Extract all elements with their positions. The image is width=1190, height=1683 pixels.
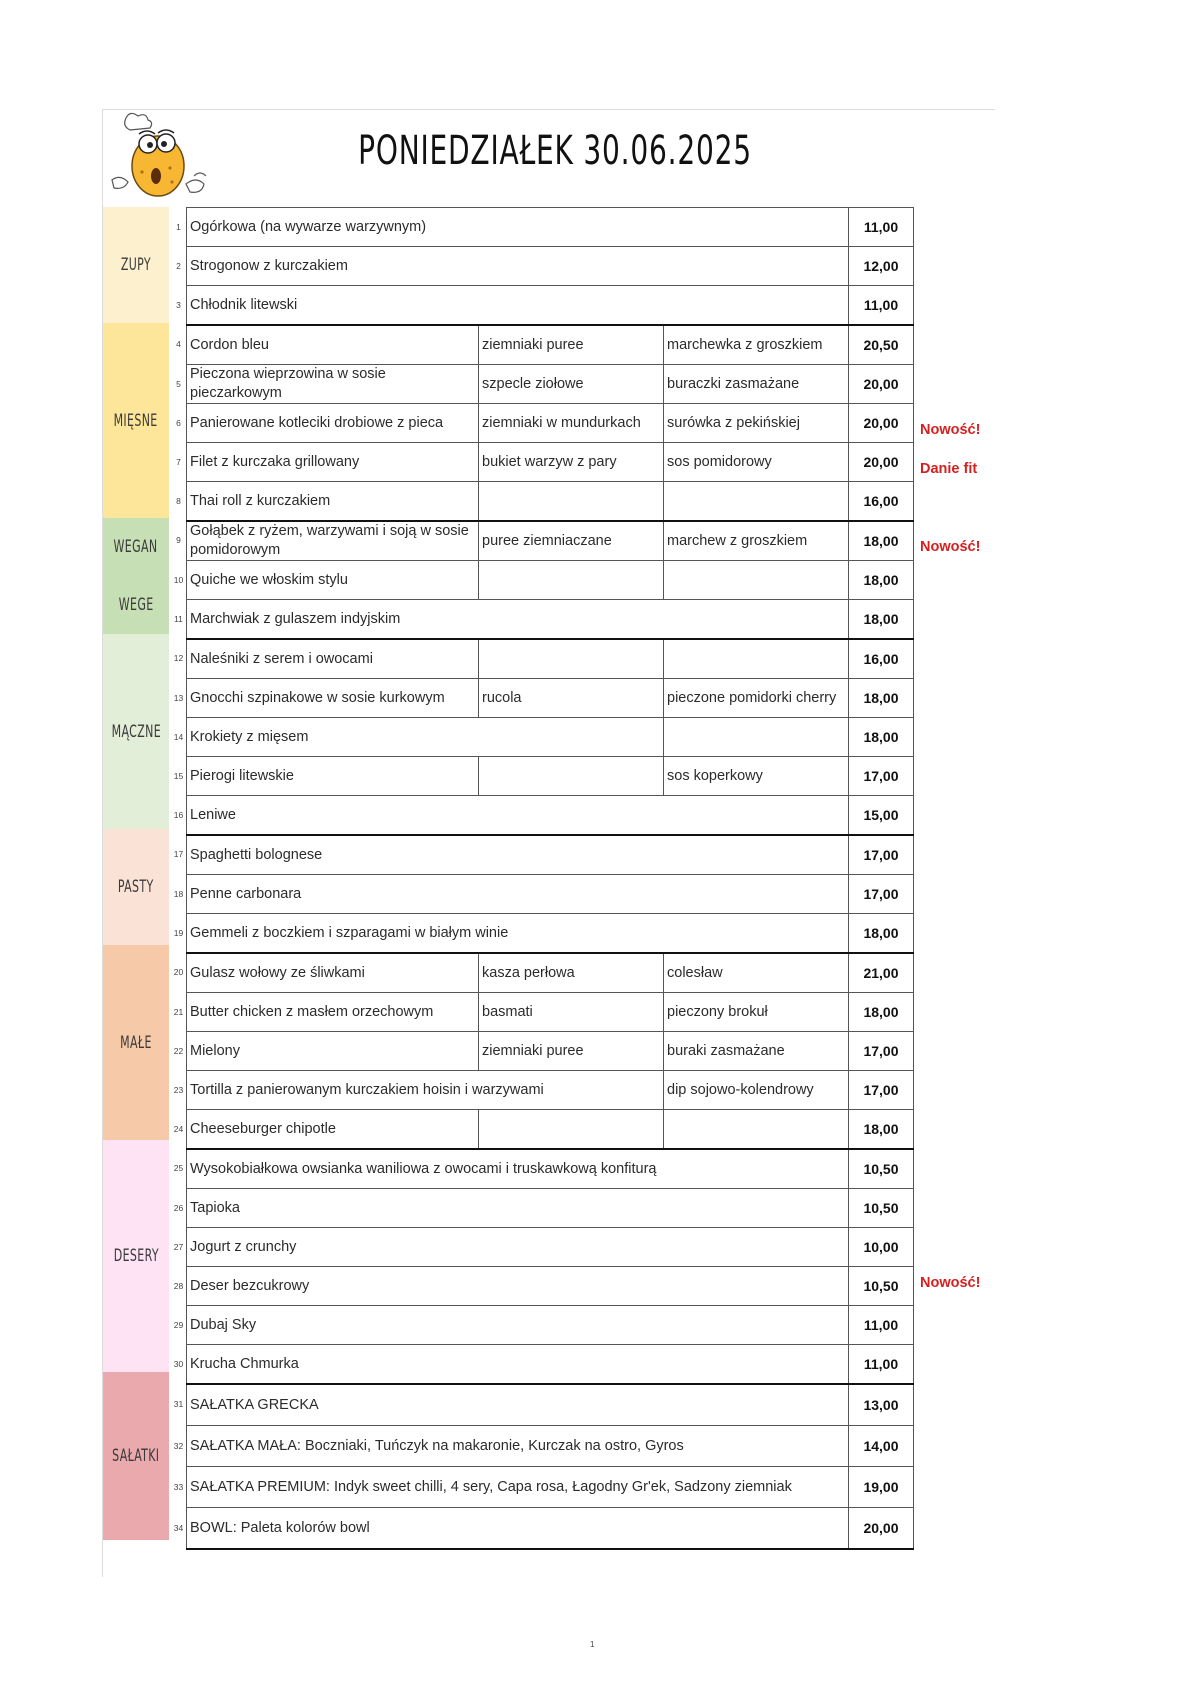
item-number: 14 [173, 731, 184, 742]
side-dish-1: bukiet warzyw z pary [479, 443, 664, 482]
item-number: 15 [173, 770, 184, 781]
side-dish-1: kasza perłowa [479, 953, 664, 993]
dish-price: 16,00 [849, 482, 914, 522]
item-number: 6 [176, 417, 181, 428]
item-number: 1 [176, 221, 181, 232]
page-number: 1 [590, 1640, 595, 1649]
dish-name: Gemmeli z boczkiem i szparagami w białym winie [187, 914, 849, 954]
table-row [171, 757, 914, 796]
category-label: MĄCZNE [111, 721, 161, 742]
side-dish-1: puree ziemniaczane [479, 521, 664, 561]
category-desery [103, 1140, 169, 1372]
category-salatki [103, 1372, 169, 1540]
table-row [171, 600, 914, 640]
table-row [171, 914, 914, 954]
item-number: 30 [173, 1358, 184, 1369]
item-number: 22 [173, 1045, 184, 1056]
table-row [171, 1467, 914, 1508]
dish-price: 18,00 [849, 679, 914, 718]
side-dish-2: surówka z pekińskiej [664, 404, 849, 443]
dish-name: Gulasz wołowy ze śliwkami [187, 953, 479, 993]
side-dish-1 [479, 1110, 664, 1150]
side-dish-2: marchew z groszkiem [664, 521, 849, 561]
dish-name: Gołąbek z ryżem, warzywami i soją w sosie pomidorowym [187, 521, 479, 561]
dish-price: 17,00 [849, 875, 914, 914]
category-label-secondary: WEGE [118, 595, 154, 615]
table-row [171, 718, 914, 757]
table-row [171, 796, 914, 836]
side-dish-1: basmati [479, 993, 664, 1032]
dish-price: 16,00 [849, 639, 914, 679]
dish-name: Butter chicken z masłem orzechowym [187, 993, 479, 1032]
dish-price: 11,00 [849, 1306, 914, 1345]
dish-price: 11,00 [849, 1345, 914, 1385]
category-label: WEGAN [114, 537, 158, 557]
dish-name: Strogonow z kurczakiem [187, 247, 849, 286]
dish-name: Tortilla z panierowanym kurczakiem hoisin i warzywami [187, 1071, 664, 1110]
table-row [171, 1228, 914, 1267]
table-row [171, 639, 914, 679]
table-row [171, 1384, 914, 1426]
side-dish-2 [664, 718, 849, 757]
side-dish-2: buraki zasmażane [664, 1032, 849, 1071]
item-number: 20 [173, 967, 184, 978]
table-row [171, 443, 914, 482]
dish-price: 12,00 [849, 247, 914, 286]
item-number: 3 [176, 299, 181, 310]
item-number: 23 [173, 1084, 184, 1095]
dish-name: Thai roll z kurczakiem [187, 482, 479, 522]
category-label: ZUPY [120, 255, 152, 275]
item-number: 26 [173, 1202, 184, 1213]
dish-name: Dubaj Sky [187, 1306, 849, 1345]
dish-price: 18,00 [849, 521, 914, 561]
new-item-badge: Nowość! [920, 539, 981, 555]
dish-price: 20,00 [849, 365, 914, 404]
table-row [171, 365, 914, 404]
side-dish-2 [664, 561, 849, 600]
item-number: 18 [173, 888, 184, 899]
table-row [171, 404, 914, 443]
table-row [171, 1345, 914, 1385]
table-row [171, 1189, 914, 1228]
dish-price: 18,00 [849, 561, 914, 600]
table-row [171, 1426, 914, 1467]
category-label: DESERY [113, 1246, 159, 1266]
dish-price: 17,00 [849, 1032, 914, 1071]
dish-price: 10,00 [849, 1228, 914, 1267]
side-dish-1 [479, 482, 664, 522]
item-number: 7 [176, 456, 181, 467]
side-dish-1 [479, 757, 664, 796]
item-number: 11 [174, 613, 183, 624]
category-label: PASTY [118, 877, 154, 897]
category-male [103, 945, 169, 1140]
dish-price: 18,00 [849, 993, 914, 1032]
item-number: 10 [173, 574, 184, 585]
new-item-badge: Nowość! [920, 1275, 981, 1291]
dish-name: Mielony [187, 1032, 479, 1071]
item-number: 4 [176, 339, 181, 350]
item-number: 32 [173, 1440, 184, 1451]
dish-name: Wysokobiałkowa owsianka waniliowa z owocami i truskawkową konfiturą [187, 1149, 849, 1189]
table-row [171, 1110, 914, 1150]
dish-price: 17,00 [849, 757, 914, 796]
item-number: 5 [176, 378, 181, 389]
side-dish-2: sos koperkowy [664, 757, 849, 796]
item-number: 19 [173, 927, 184, 938]
table-row [171, 1306, 914, 1345]
dish-name: SAŁATKA MAŁA: Boczniaki, Tuńczyk na makaronie, Kurczak na ostro, Gyros [187, 1426, 849, 1467]
item-number: 25 [173, 1163, 184, 1174]
table-row [171, 953, 914, 993]
dish-name: Pierogi litewskie [187, 757, 479, 796]
table-row [171, 679, 914, 718]
dish-price: 10,50 [849, 1149, 914, 1189]
table-row [171, 325, 914, 365]
table-row [171, 1149, 914, 1189]
item-number: 17 [173, 849, 184, 860]
dish-price: 19,00 [849, 1467, 914, 1508]
table-row [171, 286, 914, 326]
table-row [171, 875, 914, 914]
dish-name: Gnocchi szpinakowe w sosie kurkowym [187, 679, 479, 718]
dish-price: 18,00 [849, 600, 914, 640]
side-dish-1: ziemniaki w mundurkach [479, 404, 664, 443]
item-number: 9 [176, 535, 181, 546]
side-dish-1: ziemniaki puree [479, 1032, 664, 1071]
menu-table [171, 207, 914, 1550]
table-row [171, 993, 914, 1032]
side-dish-2: marchewka z groszkiem [664, 325, 849, 365]
page-top-border [102, 109, 995, 110]
table-row [171, 835, 914, 875]
side-dish-1 [479, 561, 664, 600]
item-number: 31 [173, 1399, 184, 1410]
dish-price: 10,50 [849, 1267, 914, 1306]
dish-name: Jogurt z crunchy [187, 1228, 849, 1267]
item-number: 2 [176, 260, 181, 271]
dish-price: 17,00 [849, 835, 914, 875]
dish-name: Marchwiak z gulaszem indyjskim [187, 600, 849, 640]
dish-price: 10,50 [849, 1189, 914, 1228]
item-number: 12 [173, 653, 184, 664]
category-pasty [103, 829, 169, 945]
dish-price: 15,00 [849, 796, 914, 836]
item-number: 8 [176, 495, 181, 506]
dish-name: Panierowane kotleciki drobiowe z pieca [187, 404, 479, 443]
dish-price: 20,00 [849, 443, 914, 482]
item-number: 34 [173, 1522, 184, 1533]
dish-name: Cheeseburger chipotle [187, 1110, 479, 1150]
dish-name: Filet z kurczaka grillowany [187, 443, 479, 482]
category-label: MIĘSNE [113, 410, 159, 431]
category-zupy [103, 207, 169, 323]
category-label: SAŁATKI [112, 1446, 160, 1466]
dish-price: 14,00 [849, 1426, 914, 1467]
dish-name: Tapioka [187, 1189, 849, 1228]
item-number: 28 [173, 1280, 184, 1291]
side-dish-1 [479, 639, 664, 679]
dish-price: 20,00 [849, 404, 914, 443]
dish-name: Chłodnik litewski [187, 286, 849, 326]
category-maczne [103, 634, 169, 829]
category-miesne [103, 323, 169, 518]
dish-price: 17,00 [849, 1071, 914, 1110]
side-dish-2: sos pomidorowy [664, 443, 849, 482]
dish-name: Cordon bleu [187, 325, 479, 365]
dish-name: Penne carbonara [187, 875, 849, 914]
table-row [171, 1071, 914, 1110]
item-number: 13 [173, 692, 184, 703]
side-dish-1: rucola [479, 679, 664, 718]
item-number: 27 [173, 1241, 184, 1252]
dish-price: 13,00 [849, 1384, 914, 1426]
dish-name: Naleśniki z serem i owocami [187, 639, 479, 679]
item-number: 21 [173, 1006, 184, 1017]
dish-price: 18,00 [849, 1110, 914, 1150]
category-label: MAŁE [120, 1032, 152, 1053]
side-dish-1: ziemniaki puree [479, 325, 664, 365]
side-dish-2: pieczony brokuł [664, 993, 849, 1032]
table-row [171, 208, 914, 247]
dish-price: 20,50 [849, 325, 914, 365]
dish-name: SAŁATKA GRECKA [187, 1384, 849, 1426]
dish-name: Krucha Chmurka [187, 1345, 849, 1385]
side-dish-2: colesław [664, 953, 849, 993]
table-row [171, 1032, 914, 1071]
dish-name: Krokiety z mięsem [187, 718, 664, 757]
dish-price: 21,00 [849, 953, 914, 993]
fit-dish-badge: Danie fit [920, 461, 978, 477]
dish-price: 18,00 [849, 718, 914, 757]
dish-price: 20,00 [849, 1508, 914, 1550]
dish-price: 18,00 [849, 914, 914, 954]
side-dish-2: pieczone pomidorki cherry [664, 679, 849, 718]
new-item-badge: Nowość! [920, 422, 981, 438]
side-dish-2 [664, 1110, 849, 1150]
table-row [171, 247, 914, 286]
chef-mascot-logo [106, 110, 218, 206]
item-number: 29 [173, 1319, 184, 1330]
dish-name: Deser bezcukrowy [187, 1267, 849, 1306]
dish-name: Quiche we włoskim stylu [187, 561, 479, 600]
table-row [171, 521, 914, 561]
category-wegan-wege [103, 518, 169, 634]
side-dish-2 [664, 639, 849, 679]
dish-name: Ogórkowa (na wywarze warzywnym) [187, 208, 849, 247]
item-number: 24 [173, 1123, 184, 1134]
dish-name: SAŁATKA PREMIUM: Indyk sweet chilli, 4 sery, Capa rosa, Łagodny Gr'ek, Sadzony ziemniak [187, 1467, 849, 1508]
table-row [171, 482, 914, 522]
dish-name: BOWL: Paleta kolorów bowl [187, 1508, 849, 1550]
dish-price: 11,00 [849, 208, 914, 247]
dish-price: 11,00 [849, 286, 914, 326]
side-dish-1: szpecle ziołowe [479, 365, 664, 404]
table-row [171, 1267, 914, 1306]
page-title: PONIEDZIAŁEK 30.06.2025 [358, 128, 752, 174]
dish-name: Spaghetti bolognese [187, 835, 849, 875]
dish-name: Leniwe [187, 796, 849, 836]
dish-name: Pieczona wieprzowina w sosie pieczarkowym [187, 365, 479, 404]
side-dish-2 [664, 482, 849, 522]
table-row [171, 1508, 914, 1550]
item-number: 33 [173, 1481, 184, 1492]
table-row [171, 561, 914, 600]
item-number: 16 [173, 809, 184, 820]
side-dish-2: buraczki zasmażane [664, 365, 849, 404]
side-dish-2: dip sojowo-kolendrowy [664, 1071, 849, 1110]
